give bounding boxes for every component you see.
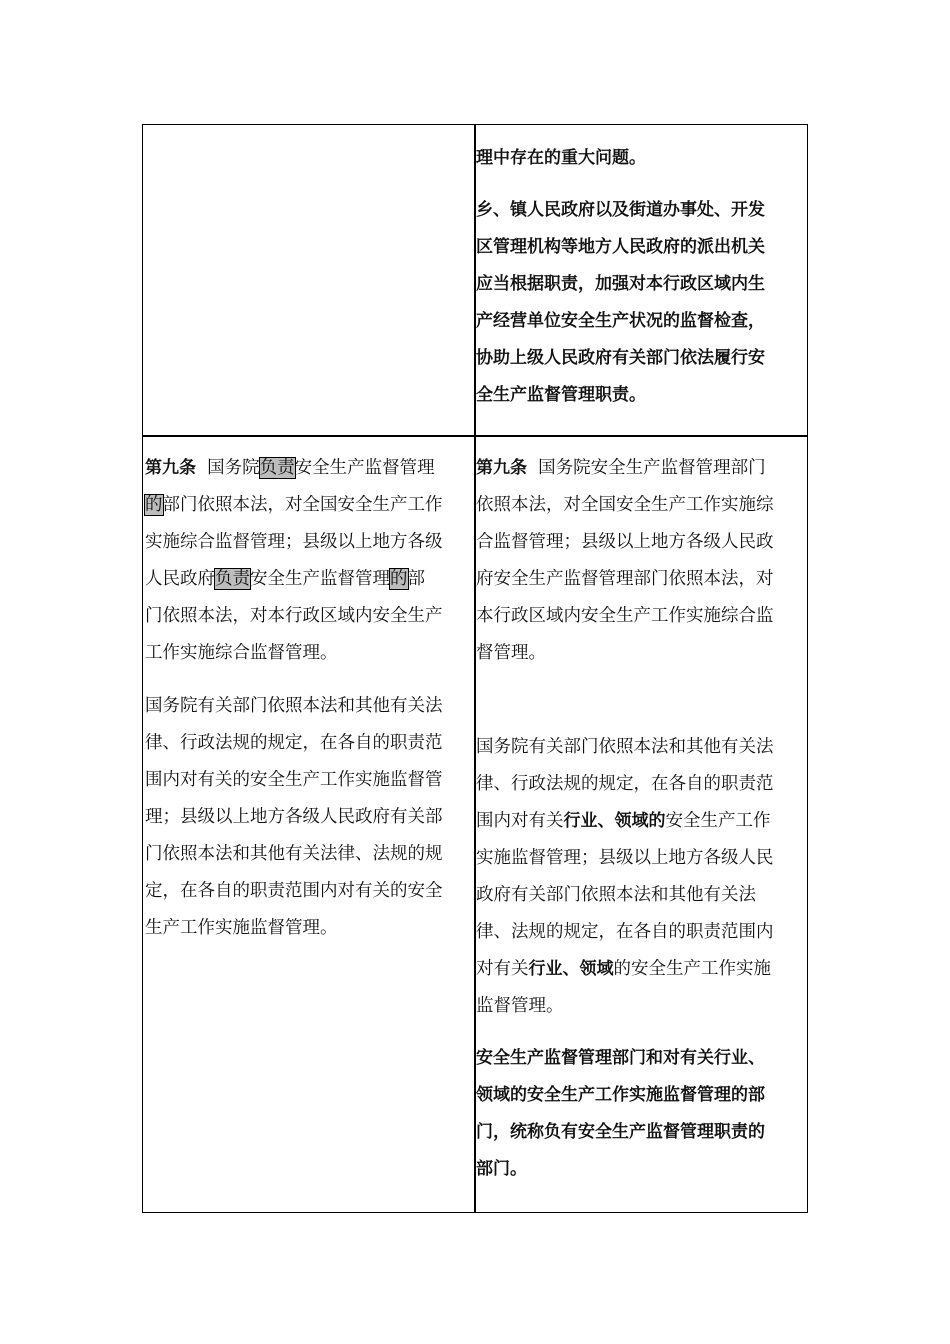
highlighted-deletion: 的: [145, 495, 163, 515]
row1-right-para-1: 理中存在的重大问题。: [476, 148, 646, 168]
row1-right-para-2: 乡、镇人民政府以及街道办事处、开发 区管理机构等地方人民政府的派出机关 应当根据职责，加强对本行政区域内生 产经营单位安全生产状况的监督检查， 协助上级人民政府有关部门依法履行安 全生产监督管理职责。: [476, 200, 765, 405]
highlighted-deletion: 的: [390, 569, 408, 589]
text-segment: 国务院有关部门依照本法和其他有关法 律、行政法规的规定，在各自的职责范 围内对有关: [476, 737, 774, 831]
left-article-9-para-2: 国务院有关部门依照本法和其他有关法 律、行政法规的规定，在各自的职责范 围内对有关的安全生产工作实施监督管 理；县级以上地方各级人民政府有关部 门依照本法和其他有关法律、法规的规 定，在各自的职责范围内对有关的安全 生产工作实施监督管理。: [145, 696, 443, 938]
text-segment: 国务院: [196, 458, 260, 478]
text-segment: 的安全生产工作实施 监督管理。: [476, 959, 771, 1016]
text-segment: 国务院安全生产监督管理部门 依照本法，对全国安全生产工作实施综 合监督管理；县级以上地方各级人民政 府安全生产监督管理部门依照本法，对 本行政区域内安全生产工作实施综合监 督管理。: [476, 458, 774, 663]
bold-insertion: 行业、领域的: [563, 811, 666, 831]
article-number: 第九条: [476, 458, 527, 478]
text-segment: 安全生产工作 实施监督管理；县级以上地方各级人民 政府有关部门依照本法和其他有关法 律、法规的规定，在各自的职责范围内 对有关: [476, 811, 774, 979]
text-segment: 部 门依照本法，对本行政区域内安全生产 工作实施综合监督管理。: [145, 569, 443, 663]
highlighted-deletion: 负责: [215, 569, 250, 589]
right-article-9-para-3: 安全生产监督管理部门和对有关行业、 领域的安全生产工作实施监督管理的部 门，统称负有安全生产监督管理职责的 部门。: [476, 1048, 765, 1179]
text-segment: 部门依照本法，对全国安全生产工作 实施综合监督管理；县级以上地方各级 人民政府: [145, 495, 443, 589]
highlighted-deletion: 负责: [259, 458, 295, 478]
row-divider: [142, 435, 808, 437]
article-number: 第九条: [145, 458, 196, 478]
text-segment: 安全生产监督管理: [250, 569, 390, 589]
left-article-9-para-1: [145, 450, 475, 672]
right-article-9-para-2: [476, 729, 806, 1025]
text-segment: 安全生产监督管理: [294, 458, 435, 478]
right-article-9-para-1: [476, 450, 806, 672]
bold-insertion: 行业、领域: [528, 959, 614, 979]
